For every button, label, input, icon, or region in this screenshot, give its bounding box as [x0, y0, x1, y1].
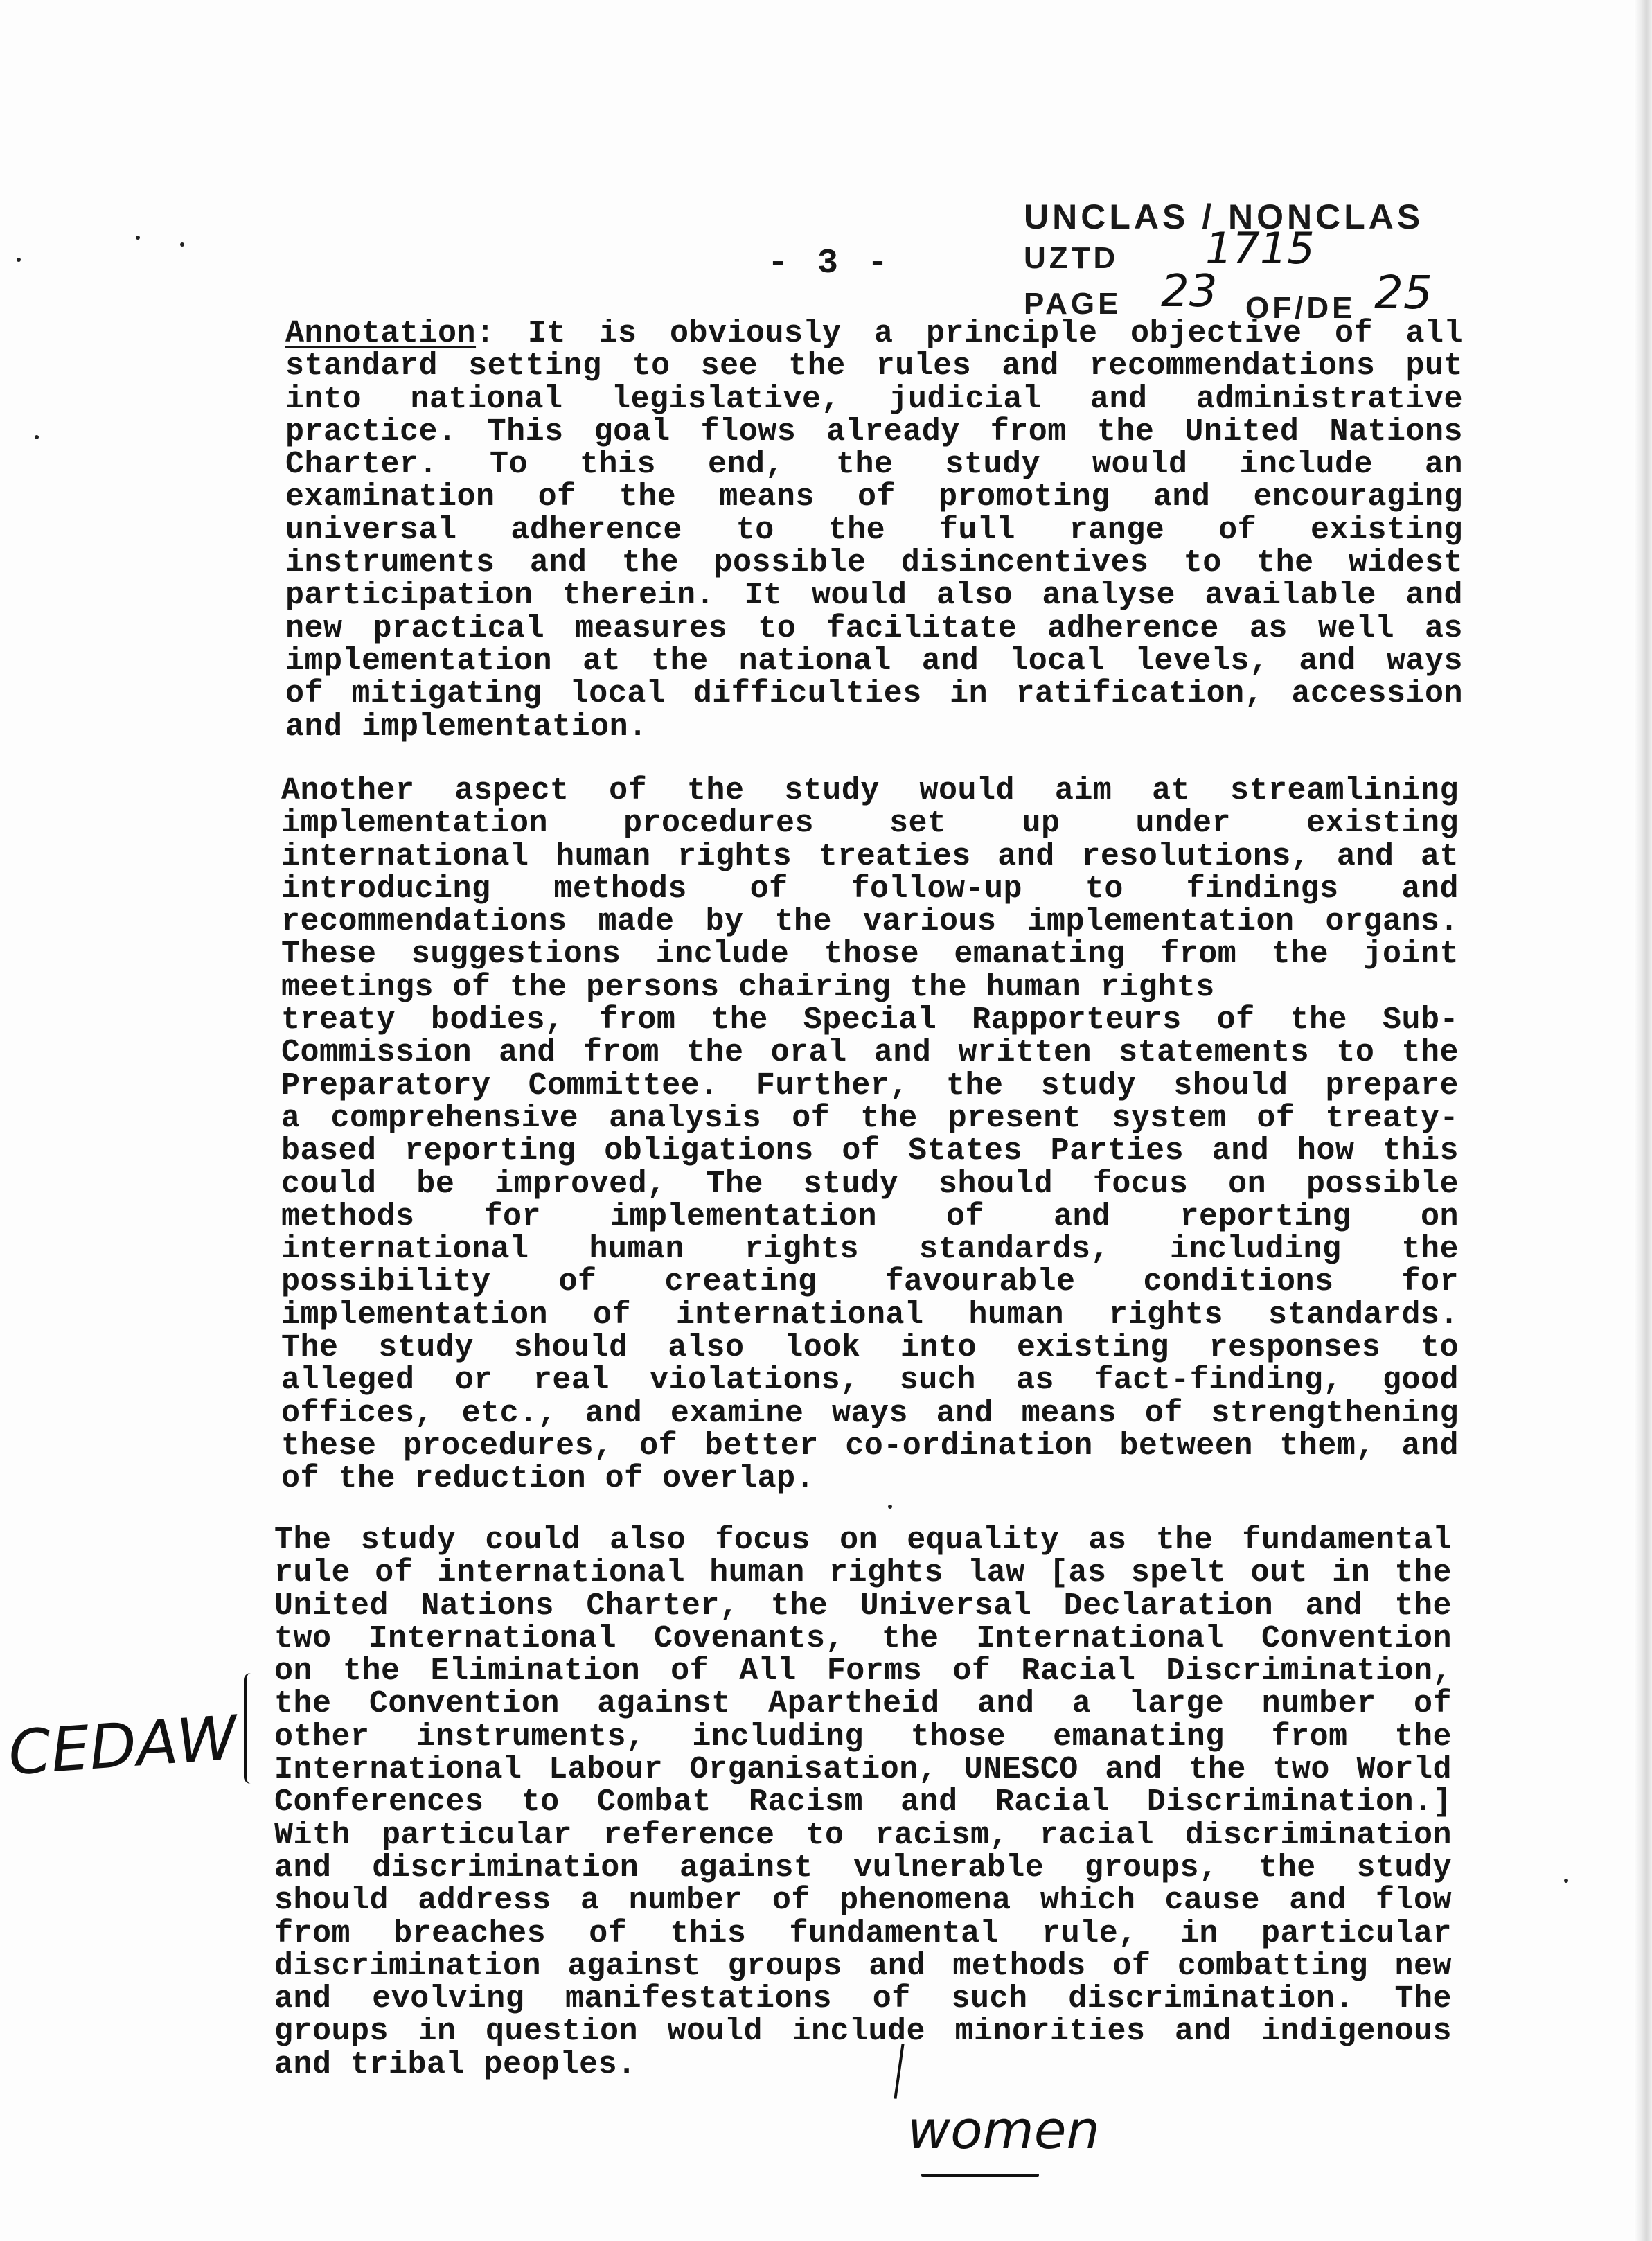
paragraph-line: Another aspect of the study would aim at streamlining: [281, 773, 1459, 808]
paragraph-line: of mitigating local difficulties in ratification, accession: [285, 676, 1463, 712]
paragraph-line: should address a number of phenomena which cause and flow: [274, 1883, 1452, 1919]
annotation-label-suffix: :: [476, 316, 495, 351]
page-number: - 3 -: [767, 244, 893, 283]
paragraph-line: groups in question would include minorities and indigenous: [274, 2014, 1452, 2050]
paragraph-line: International Labour Organisation, UNESCO and the two World: [274, 1752, 1452, 1788]
paragraph-line: The study should also look into existing responses to: [281, 1330, 1459, 1366]
paragraph-line: The study could also focus on equality as the fundamental: [274, 1523, 1452, 1558]
margin-bracket: [244, 1673, 256, 1784]
paragraph-line: instruments and the possible disincentives to the widest: [285, 545, 1463, 581]
paragraph-line: implementation at the national and local levels, and ways: [285, 643, 1463, 679]
paragraph-line: Commission and from the oral and written statements to the: [281, 1035, 1459, 1071]
paragraph-line: from breaches of this fundamental rule, in particular: [274, 1915, 1452, 1951]
paragraph-line: alleged or real violations, such as fact-finding, good: [281, 1363, 1459, 1399]
paragraph-line: and discrimination against vulnerable groups, the study: [274, 1850, 1452, 1886]
paragraph-line: rule of international human rights law [as spelt out in the: [274, 1555, 1452, 1591]
scan-speck: [180, 242, 184, 247]
scan-edge: [1634, 0, 1652, 2241]
paragraph-line: possibility of creating favourable conditions for: [281, 1264, 1459, 1300]
paragraph-line: United Nations Charter, the Universal Declaration and the: [274, 1588, 1452, 1624]
handwritten-underline: [921, 2174, 1039, 2177]
margin-note-cedaw: CEDAW: [6, 1701, 240, 1789]
paragraph-line: and tribal peoples.: [274, 2046, 637, 2082]
scan-speck: [1564, 1879, 1568, 1883]
paragraph-line: international human rights standards, including the: [281, 1232, 1459, 1268]
paragraph-line: offices, etc., and examine ways and means of strengthening: [281, 1395, 1459, 1431]
paragraph-line: international human rights treaties and resolutions, and at: [281, 838, 1459, 874]
paragraph-line: standard setting to see the rules and recommendations put: [285, 348, 1463, 384]
classification-stamp: UNCLAS / NONCLAS: [1024, 197, 1424, 236]
paragraph-line: implementation procedures set up under existing: [281, 806, 1459, 842]
stamp-code-number: 1715: [1205, 223, 1315, 274]
bottom-note-women: women: [907, 2099, 1100, 2161]
paragraph-line: into national legislative, judicial and administrative: [285, 381, 1463, 417]
paragraph-line: meetings of the persons chairing the human rights: [281, 969, 1215, 1005]
paragraph-line: practice. This goal flows already from the United Nations: [285, 414, 1463, 450]
equality-paragraph: [274, 1524, 1452, 2081]
scan-speck: [888, 1505, 892, 1509]
stamp-of-label: OF/DE: [1245, 291, 1356, 325]
scan-speck: [17, 258, 21, 262]
paragraph-line: and implementation.: [285, 709, 648, 745]
paragraph-line: Preparatory Committee. Further, the study should prepare: [281, 1068, 1459, 1104]
annotation-paragraph: [285, 317, 1463, 743]
paragraph-line: universal adherence to the full range of existing: [285, 512, 1463, 548]
paragraph-line: examination of the means of promoting and encouraging: [285, 479, 1463, 515]
paragraph-line: based reporting obligations of States Parties and how this: [281, 1133, 1459, 1169]
stamp-of-number: 25: [1374, 266, 1432, 319]
paragraph-line: new practical measures to facilitate adherence as well as: [285, 610, 1463, 646]
streamlining-paragraph: [281, 774, 1459, 1496]
scan-speck: [136, 236, 140, 240]
paragraph-line: introducing methods of follow-up to findings and: [281, 871, 1459, 907]
paragraph-line: recommendations made by the various implementation organs.: [281, 904, 1459, 940]
paragraph-line: treaty bodies, from the Special Rapporteurs of the Sub-: [281, 1002, 1459, 1038]
paragraph-line: With particular reference to racism, racial discrimination: [274, 1817, 1452, 1853]
paragraph-line: the Convention against Apartheid and a large number of: [274, 1686, 1452, 1722]
paragraph-line: implementation of international human rights standards.: [281, 1297, 1459, 1333]
paragraph-line: of the reduction of overlap.: [281, 1461, 815, 1497]
paragraph-line: Charter. To this end, the study would include an: [285, 447, 1463, 483]
paragraph-line: these procedures, of better co-ordination between them, and: [281, 1428, 1459, 1464]
paragraph-line: methods for implementation of and reporting on: [281, 1198, 1459, 1234]
paragraph-line: two International Covenants, the International Convention: [274, 1620, 1452, 1656]
stamp-page-label: PAGE: [1024, 287, 1122, 321]
paragraph-line: and evolving manifestations of such discrimination. The: [274, 1981, 1452, 2017]
paragraph-line: on the Elimination of All Forms of Racial Discrimination,: [274, 1654, 1452, 1690]
stamp-page-number: 23: [1161, 266, 1218, 317]
paragraph-line: Conferences to Combat Racism and Racial Discrimination.]: [274, 1784, 1452, 1821]
stamp-code-label: UZTD: [1024, 241, 1119, 275]
paragraph-line: other instruments, including those emanating from the: [274, 1719, 1452, 1755]
annotation-label: Annotation: [285, 316, 477, 351]
paragraph-line: participation therein. It would also analyse available and: [285, 578, 1463, 614]
paragraph-line: Annotation: It is obviously a principle objective of all: [285, 316, 1463, 351]
paragraph-line: These suggestions include those emanating from the joint: [281, 937, 1459, 973]
paragraph-line: discrimination against groups and methods of combatting new: [274, 1948, 1452, 1984]
scan-speck: [35, 435, 39, 439]
paragraph-line: could be improved, The study should focus on possible: [281, 1166, 1459, 1202]
paragraph-line: a comprehensive analysis of the present system of treaty-: [281, 1100, 1459, 1136]
